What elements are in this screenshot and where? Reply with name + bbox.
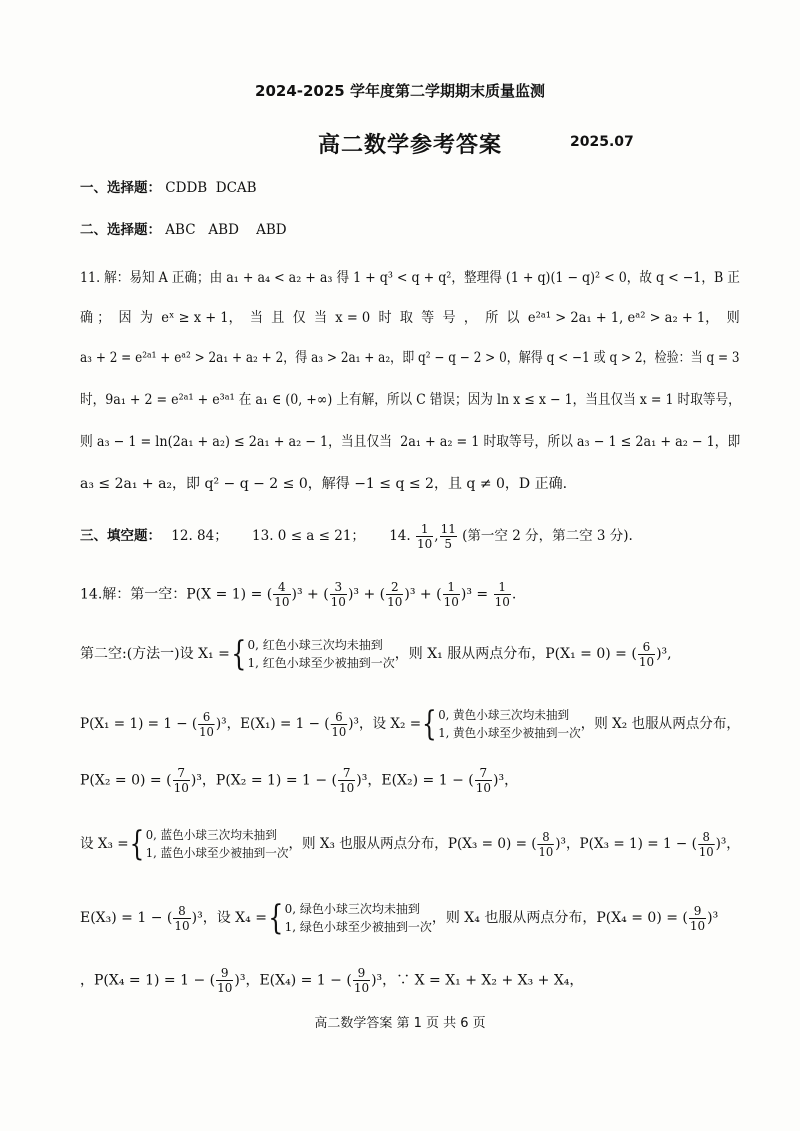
section-choice-2 (80, 220, 287, 240)
q11-line-6: a₃ ≤ 2a₁ + a₂，即 q² − q − 2 ≤ 0，解得 −1 ≤ q ≤ 2，且 q ≠ 0，D 正确. (80, 476, 568, 492)
q14-line-1: 14.解：第一空：P(X = 1) = ( $\frac{4}{10}$ )³ + ( $\frac{3}{10}$ )³ + ( $\frac{2}{10}$ )³ + ( $\frac{1}{10}$ )³ = $\frac{1}{10}$ . (80, 580, 517, 609)
section-label: 二、选择题： (80, 222, 161, 238)
answer-13: 13. 0 ≤ a ≤ 21； (252, 528, 365, 544)
q11-line-3: a₃ + 2 = e²ᵃ¹ + eᵃ² > 2a₁ + a₂ + 2，得 a₃ > 2a₁ + a₂，即 q² − q − 2 > 0，解得 q < −1 或 q > 2，检验：当 q = 3 (80, 350, 740, 366)
q11-line-4: 时，9a₁ + 2 = e²ᵃ¹ + e³ᵃ¹ 在 a₁ ∈ (0, +∞) 上有解，所以 C 错误；因为 ln x ≤ x − 1，当且仅当 x = 1 时取等号， (80, 392, 741, 408)
section-choice-1 (80, 178, 257, 198)
exam-title: 2024-2025 学年度第二学期期末质量监测 (255, 82, 545, 100)
fraction: $\frac{11}{5}$ (440, 522, 456, 551)
q14-line-2: 第二空:(方法一)设 X₁ ={ 0, 红色小球三次均未抽到 1, 红色小球至少被抽到一次 ，则 X₁ 服从两点分布，P(X₁ = 0) = ( $\frac{6}{10}$ )³, (80, 634, 672, 674)
q11-line-5: 则 a₃ − 1 = ln(2a₁ + a₂) ≤ 2a₁ + a₂ − 1，当且仅当 2a₁ + a₂ = 1 时取等号，所以 a₃ − 1 ≤ 2a₁ + a₂ − 1，即 (80, 434, 741, 450)
q11-line-2: 确 ； 因 为 eˣ ≥ x + 1， 当 且 仅 当 x = 0 时 取 等 号 ， 所 以 e²ᵃ¹ > 2a₁ + 1, eᵃ² > a₂ + 1， 则 (80, 310, 740, 326)
answer-12: 12. 84； (171, 528, 228, 544)
score-note: (第一空 2 分，第二空 3 分). (462, 528, 633, 544)
q11-line-1: 11. 解：易知 A 正确；由 a₁ + a₄ < a₂ + a₃ 得 1 + q³ < q + q²，整理得 (1 + q)(1 − q)² < 0，故 q < −1，B 正 (80, 270, 740, 286)
q14-line-7: ，P(X₄ = 1) = 1 − ( $\frac{9}{10}$ )³，E(X₄) = 1 − ( $\frac{9}{10}$ )³，∵ X = X₁ + X₂ + X₃ + X₄， (80, 966, 584, 995)
section-label: 一、选择题： (80, 180, 161, 196)
answers-1-8: CDDB DCAB (165, 180, 257, 196)
q14-line-4: P(X₂ = 0) = ( $\frac{7}{10}$ )³，P(X₂ = 1) = 1 − ( $\frac{7}{10}$ )³，E(X₂) = 1 − ( $\frac{7}{10}$ )³， (80, 766, 519, 795)
answer-14-label: 14. (389, 528, 411, 544)
exam-date: 2025.07 (570, 134, 634, 150)
page-title: 高二数学参考答案 (318, 133, 503, 158)
q14-line-6: E(X₃) = 1 − ( $\frac{8}{10}$ )³，设 X₄ ={ 0, 绿色小球三次均未抽到 1, 绿色小球至少被抽到一次 ，则 X₄ 也服从两点分布，P(X₄ = 0) = ( $\frac{9}{10}$ )³ (80, 898, 719, 938)
page-footer: 高二数学答案 第 1 页 共 6 页 (314, 1016, 486, 1031)
answers-9-11: ABC ABD ABD (165, 222, 287, 238)
q14-line-3: P(X₁ = 1) = 1 − ( $\frac{6}{10}$ )³，E(X₁) = 1 − ( $\frac{6}{10}$ )³，设 X₂ ={ 0, 黄色小球三次均未抽到 1, 黄色小球至少被抽到一次 ，则 X₂ 也服从两点分布， (80, 704, 740, 744)
fraction: $\frac{1}{10}$ (417, 522, 433, 551)
q14-line-5: 设 X₃ ={ 0, 蓝色小球三次均未抽到 1, 蓝色小球至少被抽到一次 ，则 X₃ 也服从两点分布，P(X₃ = 0) = ( $\frac{8}{10}$ )³，P(X₃ = 1) = 1 − ( $\frac{8}{10}$ )³， (80, 824, 740, 864)
section-label: 三、填空题： (80, 528, 161, 544)
section-fill-in: 三、填空题： 12. 84； 13. 0 ≤ a ≤ 21； 14. $\frac{1}{10}$ , $\frac{11}{5}$ (第一空 2 分，第二空 3 分). (80, 522, 633, 551)
